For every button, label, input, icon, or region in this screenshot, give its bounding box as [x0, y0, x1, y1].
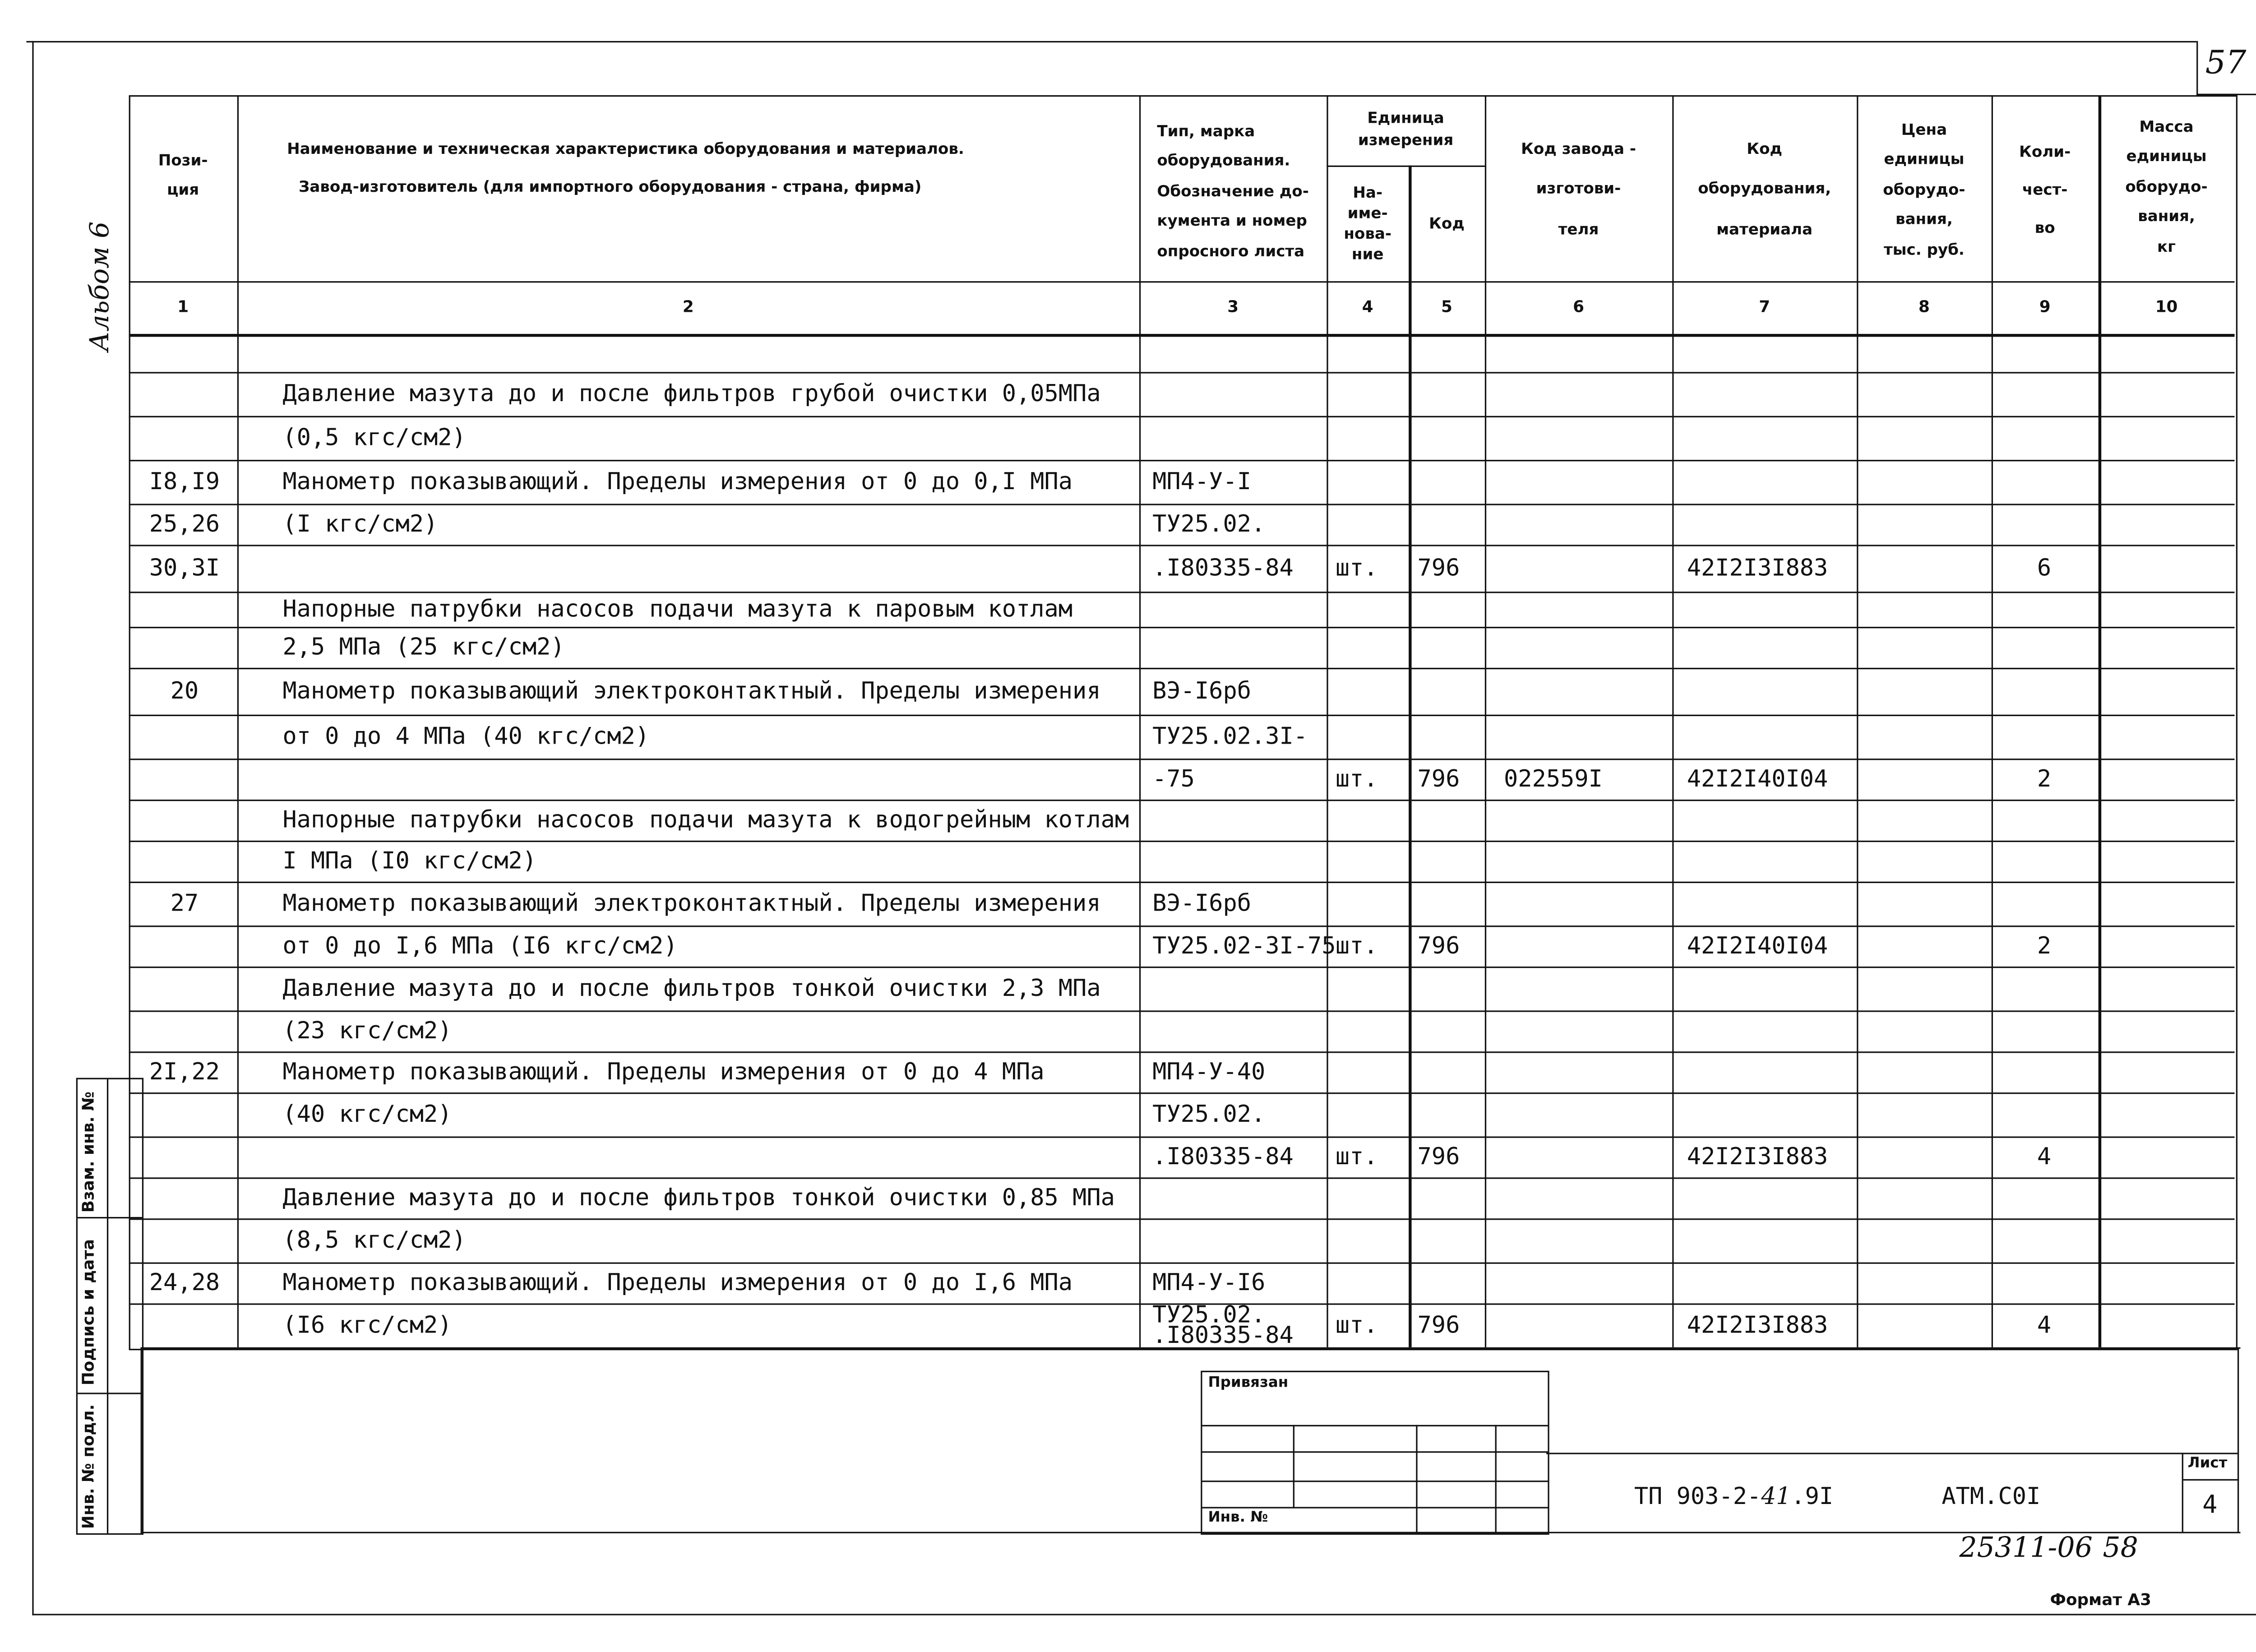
cell-code: 796: [1417, 1310, 1460, 1339]
row-divider: [129, 668, 2235, 669]
cell-name: Напорные патрубки насосов подачи мазута к паровым котлам: [282, 594, 1073, 623]
cell-type: -75: [1152, 764, 1195, 792]
cell-equip: 42I2I3I883: [1687, 1142, 1828, 1171]
side-stamp-podpis: Подпись и дата: [79, 1239, 98, 1386]
row-divider: [129, 416, 2235, 417]
format-label: Формат А3: [2050, 1590, 2151, 1610]
side-stamp-vzam: Взам. инв. №: [79, 1091, 98, 1213]
col-number-8: 8: [1919, 297, 1930, 317]
header-position: Пози- ция: [158, 152, 208, 199]
cell-type: .I80335-84: [1152, 553, 1294, 582]
cell-name: (0,5 кгс/см2): [282, 423, 466, 451]
col-number-3: 3: [1227, 297, 1239, 317]
cell-type: ТУ25.02.: [1152, 1100, 1266, 1128]
cell-name: Манометр показывающий. Пределы измерения от 0 до 0,I МПа: [282, 467, 1073, 495]
row-divider: [129, 1136, 2235, 1138]
header-name: [249, 141, 1128, 196]
cell-name: Манометр показывающий. Пределы измерения от 0 до 4 МПа: [282, 1057, 1045, 1085]
document-code-prefix: ТП 903-2-: [1634, 1482, 1761, 1510]
document-mark: АТМ.С0I: [1942, 1482, 2041, 1510]
cell-type: ТУ25.02-3I-75: [1152, 931, 1336, 959]
cell-qty: 2: [2037, 931, 2052, 959]
row-divider: [129, 882, 2235, 883]
cell-qty: 4: [2037, 1142, 2052, 1171]
cell-equip: 42I2I3I883: [1687, 1310, 1828, 1339]
header-mass: Масса единицы оборудо- вания, кг: [2125, 118, 2208, 256]
cell-unit: шт.: [1335, 764, 1378, 792]
cell-type: ТУ25.02.3I-: [1152, 722, 1308, 750]
row-divider: [129, 1051, 2235, 1053]
cell-type: ТУ25.02.: [1152, 509, 1266, 538]
row-divider: [129, 1263, 2235, 1264]
document-code-suffix: .9I: [1791, 1482, 1834, 1510]
cell-type: ТУ25.02. .I80335-84: [1152, 1300, 1294, 1348]
archive-number: 25311-06: [1959, 1532, 2093, 1564]
row-divider: [129, 1218, 2235, 1220]
cell-type: ВЭ-I6рб: [1152, 888, 1251, 917]
cell-pos: 2I,22: [149, 1057, 220, 1085]
cell-name: (40 кгс/см2): [282, 1100, 452, 1128]
cell-code: 796: [1417, 764, 1460, 792]
cell-pos: 25,26: [149, 509, 220, 538]
cell-name: Напорные патрубки насосов подачи мазута к водогрейным котлам: [282, 805, 1129, 833]
cell-qty: 4: [2037, 1310, 2052, 1339]
inv-no-label: Инв. №: [1208, 1510, 1268, 1526]
cell-name: Давление мазута до и после фильтров тонкой очистки 2,3 МПа: [282, 974, 1101, 1002]
row-divider: [129, 504, 2235, 505]
cell-qty: 2: [2037, 764, 2052, 792]
header-name-line1: Наименование и техническая характеристика оборудования и материалов.: [287, 140, 964, 158]
sheet-number: 4: [2202, 1490, 2218, 1520]
cell-code: 796: [1417, 931, 1460, 959]
row-divider: [129, 372, 2235, 373]
cell-name: (I6 кгс/см2): [282, 1310, 452, 1339]
cell-equip: 42I2I3I883: [1687, 553, 1828, 582]
row-divider: [129, 1177, 2235, 1179]
album-label: Альбом 6: [85, 221, 116, 352]
cell-name: Давление мазута до и после фильтров грубой очистки 0,05МПа: [282, 379, 1101, 407]
cell-type: ВЭ-I6рб: [1152, 676, 1251, 705]
cell-name: 2,5 МПа (25 кгс/см2): [282, 633, 565, 661]
header-unit: Единица измерения: [1358, 110, 1454, 150]
cell-name: Манометр показывающий. Пределы измерения от 0 до I,6 МПа: [282, 1268, 1073, 1296]
cell-pos: I8,I9: [149, 467, 220, 495]
col-number-9: 9: [2039, 297, 2051, 317]
row-divider: [129, 1092, 2235, 1094]
row-divider: [129, 627, 2235, 628]
side-stamp-inv: Инв. № подл.: [79, 1404, 98, 1529]
row-divider: [129, 759, 2235, 760]
row-divider: [129, 1010, 2235, 1012]
header-unit-name: На- име- нова- ние: [1344, 184, 1392, 264]
row-divider: [129, 967, 2235, 968]
col-number-2: 2: [682, 297, 694, 317]
cell-name: Манометр показывающий электроконтактный. Пределы измерения: [282, 676, 1101, 705]
col-number-5: 5: [1441, 297, 1452, 317]
cell-name: от 0 до I,6 МПа (I6 кгс/см2): [282, 931, 678, 959]
header-equipment-code: Код оборудования, материала: [1698, 140, 1831, 238]
cell-unit: шт.: [1335, 553, 1378, 582]
cell-unit: шт.: [1335, 1142, 1378, 1171]
cell-pos: 24,28: [149, 1268, 220, 1296]
cell-code: 796: [1417, 553, 1460, 582]
cell-name: от 0 до 4 МПа (40 кгс/см2): [282, 722, 650, 750]
col-number-6: 6: [1573, 297, 1584, 317]
header-type: Тип, марка оборудования. Обозначение до- кумента и номер опросного листа: [1157, 123, 1309, 260]
cell-name: (8,5 кгс/см2): [282, 1226, 466, 1254]
privyazan-label: Привязан: [1208, 1375, 1289, 1392]
cell-type: .I80335-84: [1152, 1142, 1294, 1171]
header-price: Цена единицы оборудо- вания, тыс. руб.: [1883, 121, 1965, 259]
row-divider: [129, 841, 2235, 842]
cell-type: МП4-У-I: [1152, 467, 1251, 495]
row-divider: [129, 592, 2235, 593]
row-divider: [129, 925, 2235, 927]
cell-unit: шт.: [1335, 931, 1378, 959]
cell-equip: 42I2I40I04: [1687, 764, 1828, 792]
archive-page: 58: [2103, 1532, 2138, 1564]
cell-name: (23 кгс/см2): [282, 1016, 452, 1044]
row-divider: [129, 715, 2235, 716]
header-factory-code: Код завода - изготови- теля: [1521, 140, 1637, 238]
cell-name: Манометр показывающий электроконтактный. Пределы измерения: [282, 888, 1101, 917]
row-divider: [129, 545, 2235, 546]
cell-factory: 022559I: [1504, 764, 1603, 792]
header-unit-code: Код: [1429, 215, 1465, 233]
header-name-line2: Завод-изготовитель (для импортного оборудования - страна, фирма): [299, 178, 922, 196]
cell-type: МП4-У-I6: [1152, 1268, 1266, 1296]
col-number-4: 4: [1362, 297, 1373, 317]
row-divider: [129, 800, 2235, 801]
sheet-label: Лист: [2187, 1455, 2228, 1472]
cell-equip: 42I2I40I04: [1687, 931, 1828, 959]
cell-name: (I кгс/см2): [282, 509, 438, 538]
cell-pos: 20: [170, 676, 199, 705]
page-number: 57: [2205, 45, 2247, 82]
cell-unit: шт.: [1335, 1310, 1378, 1339]
document-code: [1634, 1482, 1833, 1510]
row-divider: [129, 460, 2235, 461]
col-number-10: 10: [2155, 297, 2178, 317]
cell-code: 796: [1417, 1142, 1460, 1171]
document-code-handwritten: 41: [1761, 1482, 1791, 1510]
cell-pos: 27: [170, 888, 199, 917]
cell-name: I МПа (I0 кгс/см2): [282, 846, 537, 875]
cell-type: МП4-У-40: [1152, 1057, 1266, 1085]
header-quantity: Коли- чест- во: [2019, 143, 2071, 238]
col-number-7: 7: [1759, 297, 1771, 317]
cell-pos: 30,3I: [149, 553, 220, 582]
cell-qty: 6: [2037, 553, 2052, 582]
cell-name: Давление мазута до и после фильтров тонкой очистки 0,85 МПа: [282, 1183, 1115, 1211]
col-number-1: 1: [177, 297, 189, 317]
